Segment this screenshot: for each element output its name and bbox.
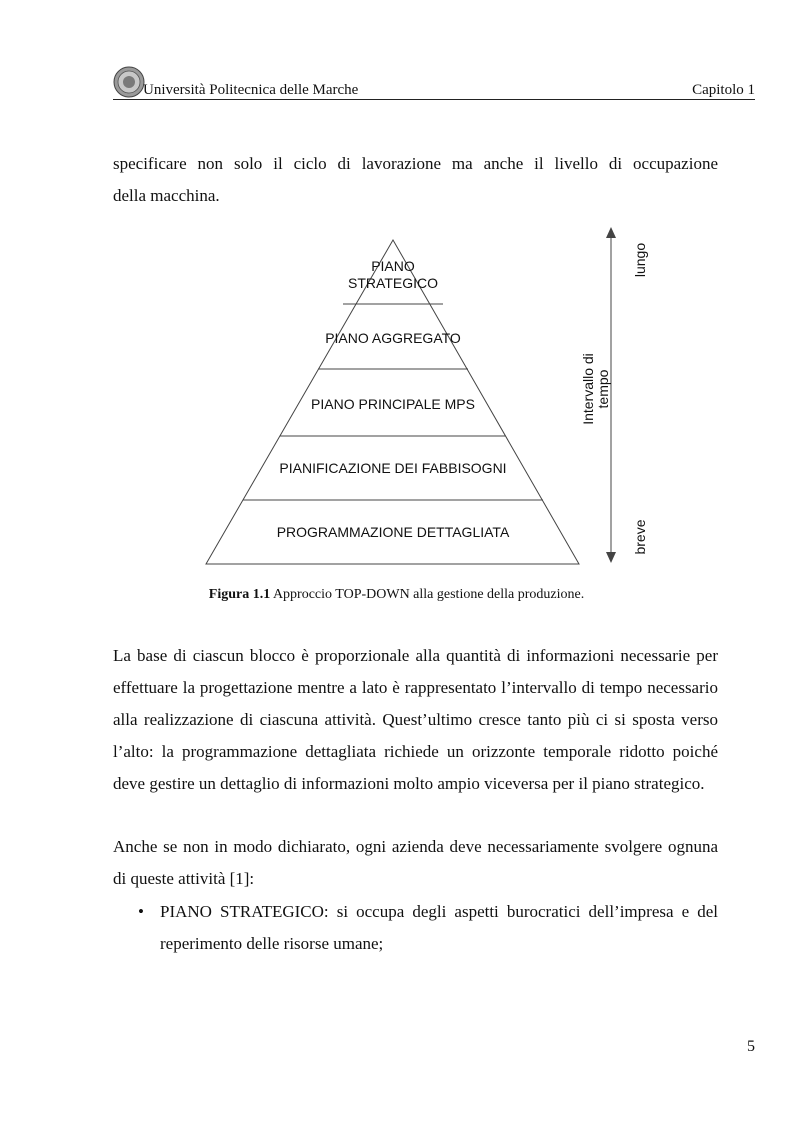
arrow-up-icon <box>606 227 616 238</box>
axis-label-time: tempo <box>595 369 611 409</box>
body-paragraph-1: La base di ciascun blocco è proporzionale alla quantità di informazioni necessarie per effettuare la progettazione mentre a lato è rappresentato l’intervallo di tempo necessario alla realizzazione di ciascuna attività. Quest’ultimo cresce tanto più ci si sposta verso l’alto: la programmazione dettagliata richiede un orizzonte temporale ridotto poiché deve gestire un dettaglio di informazioni molto ampio viceversa per il piano strategico. <box>113 646 718 793</box>
intro-paragraph <box>113 148 718 212</box>
arrow-down-icon <box>606 552 616 563</box>
level-strategic-1: PIANO <box>371 258 415 274</box>
body-paragraph-2: Anche se non in modo dichiarato, ogni azienda deve necessariamente svolgere ognuna di queste attività [1]: <box>113 837 718 888</box>
axis-label-interval: Intervallo di <box>580 353 596 425</box>
figure-caption <box>0 587 793 603</box>
intro-line-1: specificare non solo il ciclo di lavorazione ma anche il livello di occupazione <box>113 154 718 173</box>
list-item-text: PIANO STRATEGICO: si occupa degli aspetti burocratici dell’impresa e del reperimento delle risorse umane; <box>160 902 718 953</box>
university-seal-icon <box>113 66 145 98</box>
header-rule <box>113 99 755 100</box>
university-name: Università Politecnica delle Marche <box>143 82 359 98</box>
level-scheduling: PROGRAMMAZIONE DETTAGLIATA <box>276 524 510 540</box>
level-mps: PIANO PRINCIPALE MPS <box>311 396 475 412</box>
level-strategic-2: STRATEGICO <box>348 275 438 291</box>
caption-text: Approccio TOP-DOWN alla gestione della produzione. <box>270 587 585 602</box>
page-number: 5 <box>747 1038 755 1055</box>
page-header <box>113 66 755 100</box>
level-aggregate: PIANO AGGREGATO <box>325 330 461 346</box>
axis-label-long: lungo <box>632 242 648 278</box>
intro-line-2: della macchina. <box>113 186 220 205</box>
chapter-label: Capitolo 1 <box>692 82 755 98</box>
bullet-icon: • <box>138 902 144 921</box>
caption-label: Figura 1.1 <box>208 587 271 602</box>
pyramid-figure <box>200 224 660 574</box>
level-requirements: PIANIFICAZIONE DEI FABBISOGNI <box>279 460 507 476</box>
axis-label-short: breve <box>632 519 648 555</box>
